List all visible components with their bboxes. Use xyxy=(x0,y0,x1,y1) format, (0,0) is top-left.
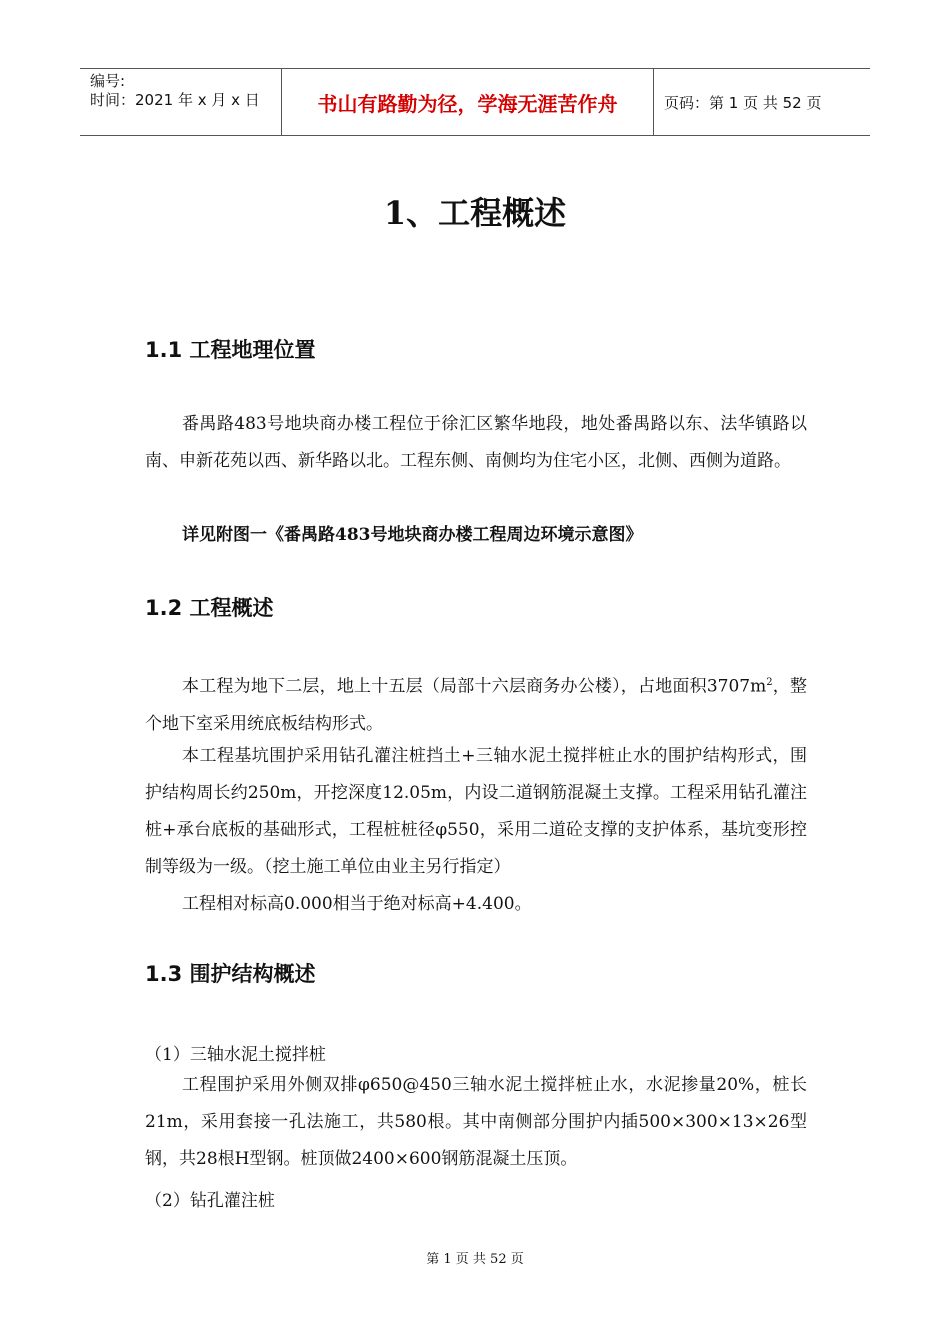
section-1-2-paragraph-1 xyxy=(145,664,807,743)
page-footer: 第 1 页 共 52 页 xyxy=(426,1252,524,1267)
document-title: 1、工程概述 xyxy=(383,194,567,232)
page-header xyxy=(80,68,870,136)
section-1-2-paragraph-2: 本工程基坑围护采用钻孔灌注桩挡土+三轴水泥土搅拌桩止水的围护结构形式，围护结构周长约250m，开挖深度12.05m，内设二道钢筋混凝土支撑。工程采用钻孔灌注桩+承台底板的基础形式，工程桩桩径φ550，采用二道砼支撑的支护体系，基坑变形控制等级为一级。（挖土施工单位由业主另行指定） xyxy=(145,746,807,877)
header-meta xyxy=(80,69,282,135)
doc-time-label: 时间：2021 年 x 月 x 日 xyxy=(90,91,260,109)
area-text: 本工程为地下二层，地上十五层（局部十六层商务办公楼），占地面积3707m xyxy=(182,676,767,697)
area-text-end: ，整个地下室采用统底板结构形式。 xyxy=(145,676,808,734)
list-item-2: （2）钻孔灌注桩 xyxy=(145,1191,275,1211)
section-1-1-figure-ref: 详见附图一《番禺路483号地块商办楼工程周边环境示意图》 xyxy=(182,525,643,545)
section-1-3-paragraph-1: 工程围护采用外侧双排φ650@450三轴水泥土搅拌桩止水，水泥掺量20%，桩长21m，采用套接一孔法施工，共580根。其中南侧部分围护内插500×300×13×26型钢，共28根H型钢。桩顶做2400×600钢筋混凝土压顶。 xyxy=(145,1075,807,1169)
section-1-2-paragraph-3: 工程相对标高0.000相当于绝对标高+4.400。 xyxy=(182,894,532,914)
section-heading-1-2: 1.2 工程概述 xyxy=(145,596,274,620)
header-motto: 书山有路勤为径，学海无涯苦作舟 xyxy=(282,69,654,135)
doc-number-label: 编号: xyxy=(90,72,126,90)
section-heading-1-3: 1.3 围护结构概述 xyxy=(145,962,316,986)
header-page-info: 页码：第 1 页 共 52 页 xyxy=(664,93,822,112)
area-unit-sup: 2 xyxy=(766,677,773,688)
section-1-1-paragraph: 番禺路483号地块商办楼工程位于徐汇区繁华地段，地处番禺路以东、法华镇路以南、申新花苑以西、新华路以北。工程东侧、南侧均为住宅小区，北侧、西侧为道路。 xyxy=(145,414,807,471)
list-item-1: （1）三轴水泥土搅拌桩 xyxy=(145,1045,326,1065)
section-heading-1-1: 1.1 工程地理位置 xyxy=(145,338,316,362)
